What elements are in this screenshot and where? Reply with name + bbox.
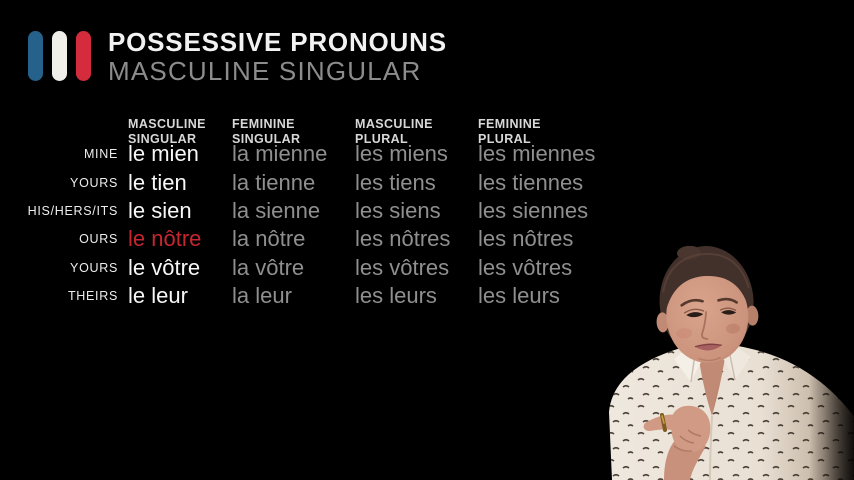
flag-bar-red — [76, 31, 91, 81]
cell-feminine-plural: les vôtres — [478, 254, 573, 280]
title-block — [108, 28, 447, 85]
cell-masculine-singular: le sien — [128, 198, 192, 224]
french-flag-logo — [28, 31, 91, 81]
cell-masculine-singular-highlighted: le nôtre — [128, 226, 202, 252]
cell-feminine-plural: les siennes — [478, 198, 589, 224]
row-label: YOURS — [70, 175, 118, 190]
pronoun-table — [0, 112, 648, 310]
cell-feminine-plural: les leurs — [478, 282, 560, 308]
cell-feminine-singular: la leur — [232, 282, 292, 308]
row-label: MINE — [83, 147, 118, 162]
cell-feminine-singular: la vôtre — [232, 254, 305, 280]
edge-shadow — [754, 240, 854, 480]
column-header-feminine-singular: FEMININE SINGULAR — [232, 117, 301, 146]
cell-feminine-plural: les tiennes — [478, 169, 584, 195]
cell-masculine-singular: le vôtre — [128, 254, 201, 280]
flag-bar-white — [52, 31, 67, 81]
flag-bar-blue — [28, 31, 43, 81]
presenter-head — [653, 242, 761, 365]
cell-masculine-singular: le mien — [128, 141, 199, 167]
column-header-masculine-singular: MASCULINE SINGULAR — [128, 117, 206, 146]
cell-feminine-plural: les miennes — [478, 141, 596, 167]
row-label: YOURS — [70, 260, 118, 275]
cell-masculine-plural: les leurs — [355, 282, 437, 308]
cell-feminine-singular: la tienne — [232, 169, 316, 195]
header — [28, 28, 447, 85]
cell-masculine-singular: le tien — [128, 169, 187, 195]
row-label: THEIRS — [67, 288, 118, 303]
row-label: HIS/HERS/ITS — [27, 204, 118, 219]
column-header-feminine-plural: FEMININE PLURAL — [478, 117, 541, 146]
cell-masculine-plural: les siens — [355, 198, 441, 224]
cell-masculine-singular: le leur — [128, 282, 188, 308]
cell-feminine-singular: la mienne — [232, 141, 328, 167]
row-label: OURS — [79, 232, 118, 247]
column-header-masculine-plural: MASCULINE PLURAL — [355, 117, 433, 146]
cell-feminine-singular: la nôtre — [232, 226, 306, 252]
cell-feminine-plural: les nôtres — [478, 226, 574, 252]
cell-feminine-singular: la sienne — [232, 198, 321, 224]
cell-masculine-plural: les vôtres — [355, 254, 450, 280]
page-title: POSSESSIVE PRONOUNS — [108, 27, 447, 57]
cell-masculine-plural: les tiens — [355, 169, 436, 195]
page-subtitle: MASCULINE SINGULAR — [108, 56, 422, 86]
cell-masculine-plural: les nôtres — [355, 226, 451, 252]
cell-masculine-plural: les miens — [355, 141, 448, 167]
presenter-illustration — [604, 240, 854, 480]
